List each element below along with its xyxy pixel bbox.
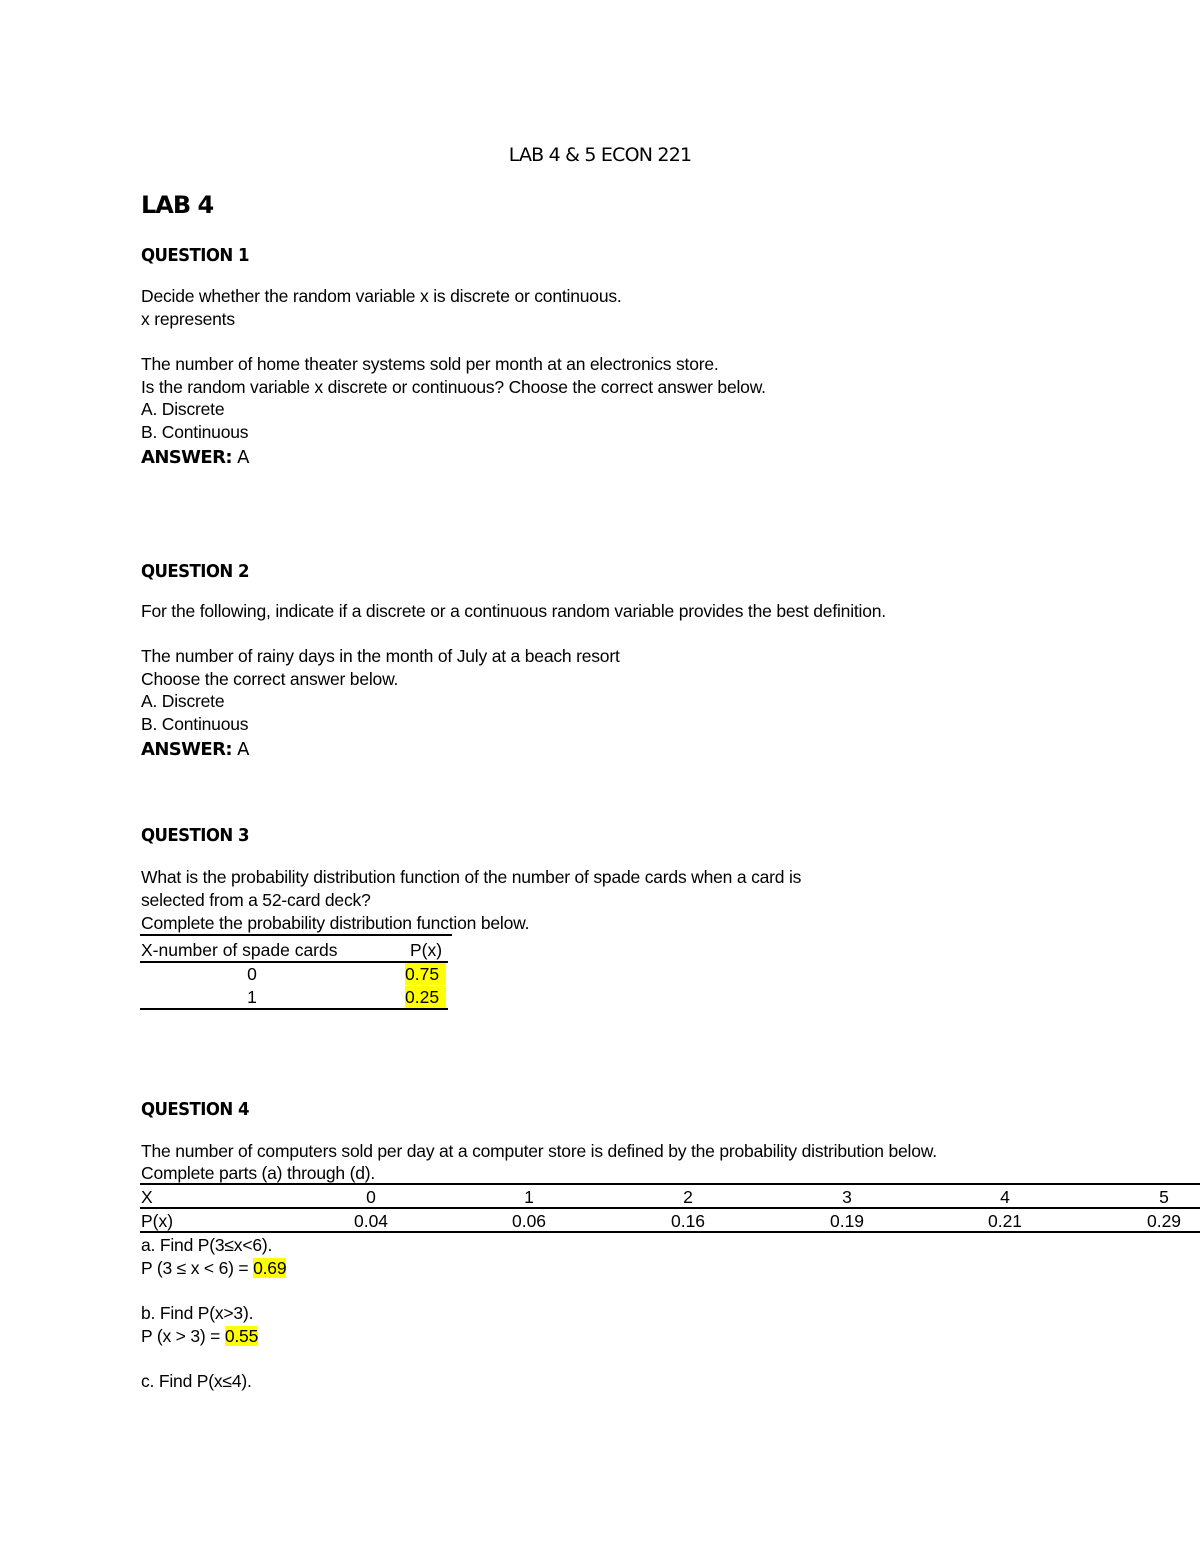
q4-table-x-cell: 2 bbox=[683, 1187, 693, 1207]
q1-text: Is the random variable x discrete or continuous? Choose the correct answer below. bbox=[141, 377, 766, 397]
question-1-heading: QUESTION 1 bbox=[141, 245, 249, 266]
q2-option-b: B. Continuous bbox=[141, 714, 249, 734]
q4-text: The number of computers sold per day at a computer store is defined by the probability distribution below. bbox=[141, 1141, 937, 1161]
q3-table-cell-p: 0.75 bbox=[405, 963, 446, 985]
question-4-heading: QUESTION 4 bbox=[141, 1099, 249, 1120]
answer-label: ANSWER: bbox=[141, 739, 232, 760]
q1-answer bbox=[141, 447, 249, 469]
document-title: LAB 4 & 5 ECON 221 bbox=[508, 144, 692, 166]
q3-text: selected from a 52-card deck? bbox=[141, 890, 371, 910]
table-rule bbox=[140, 961, 448, 963]
q2-answer bbox=[141, 739, 249, 761]
q2-text: The number of rainy days in the month of July at a beach resort bbox=[141, 646, 620, 666]
table-rule bbox=[140, 1207, 1200, 1209]
answer-label: ANSWER: bbox=[141, 447, 232, 468]
q4-part-c-question: c. Find P(x≤4). bbox=[141, 1371, 252, 1391]
q4-part-b-question: b. Find P(x>3). bbox=[141, 1303, 254, 1323]
q1-text: Decide whether the random variable x is discrete or continuous. bbox=[141, 286, 622, 306]
q1-option-a: A. Discrete bbox=[141, 399, 225, 419]
q2-text: Choose the correct answer below. bbox=[141, 669, 399, 689]
q4-table-p-cell: 0.29 bbox=[1146, 1211, 1182, 1231]
question-3-heading: QUESTION 3 bbox=[141, 825, 249, 846]
q3-text: What is the probability distribution function of the number of spade cards when a card is bbox=[141, 867, 802, 887]
q4-part-b-answer bbox=[141, 1325, 258, 1347]
q3-table-cell-x: 1 bbox=[247, 987, 257, 1007]
q4-table-p-cell: 0.21 bbox=[987, 1211, 1023, 1231]
q4-table-x-cell: 3 bbox=[842, 1187, 852, 1207]
q3-table-cell-p: 0.25 bbox=[405, 986, 446, 1008]
q1-option-b: B. Continuous bbox=[141, 422, 249, 442]
q3-text: Complete the probability distribution function below. bbox=[141, 913, 530, 933]
q4-table-x-cell: 4 bbox=[1000, 1187, 1010, 1207]
answer-value: 0.55 bbox=[224, 1326, 259, 1346]
q4-table-p-cell: 0.06 bbox=[511, 1211, 547, 1231]
q1-text: The number of home theater systems sold per month at an electronics store. bbox=[141, 354, 719, 374]
expression: P (3 ≤ x < 6) = bbox=[141, 1258, 254, 1278]
q4-table-x-cell: 5 bbox=[1159, 1187, 1169, 1207]
q4-table-p-cell: 0.16 bbox=[670, 1211, 706, 1231]
q1-text: x represents bbox=[141, 309, 235, 329]
q2-text: For the following, indicate if a discrete or a continuous random variable provides the best definition. bbox=[141, 601, 886, 621]
section-heading-lab4: LAB 4 bbox=[141, 191, 214, 219]
question-2-heading: QUESTION 2 bbox=[141, 561, 249, 582]
q4-part-a-question: a. Find P(3≤x<6). bbox=[141, 1235, 273, 1255]
q4-text: Complete parts (a) through (d). bbox=[141, 1163, 376, 1183]
q4-part-a-answer bbox=[141, 1257, 286, 1279]
q4-table-x-cell: 1 bbox=[524, 1187, 534, 1207]
answer-value: A bbox=[237, 447, 249, 468]
q4-table-p-label: P(x) bbox=[141, 1211, 174, 1231]
table-rule bbox=[140, 934, 452, 936]
q2-option-a: A. Discrete bbox=[141, 691, 225, 711]
answer-value: 0.69 bbox=[253, 1258, 287, 1278]
table-rule bbox=[140, 1008, 448, 1010]
q4-table-p-cell: 0.04 bbox=[353, 1211, 389, 1231]
table-rule bbox=[140, 1183, 1200, 1185]
q3-table-cell-x: 0 bbox=[247, 964, 257, 984]
expression: P (x > 3) = bbox=[141, 1326, 225, 1346]
q4-table-x-cell: 0 bbox=[366, 1187, 376, 1207]
q3-table-header-x: X-number of spade cards bbox=[141, 940, 338, 960]
q4-table-x-label: X bbox=[141, 1187, 153, 1207]
q4-table-p-cell: 0.19 bbox=[829, 1211, 865, 1231]
answer-value: A bbox=[237, 739, 249, 760]
q3-table-header-p: P(x) bbox=[409, 940, 443, 960]
